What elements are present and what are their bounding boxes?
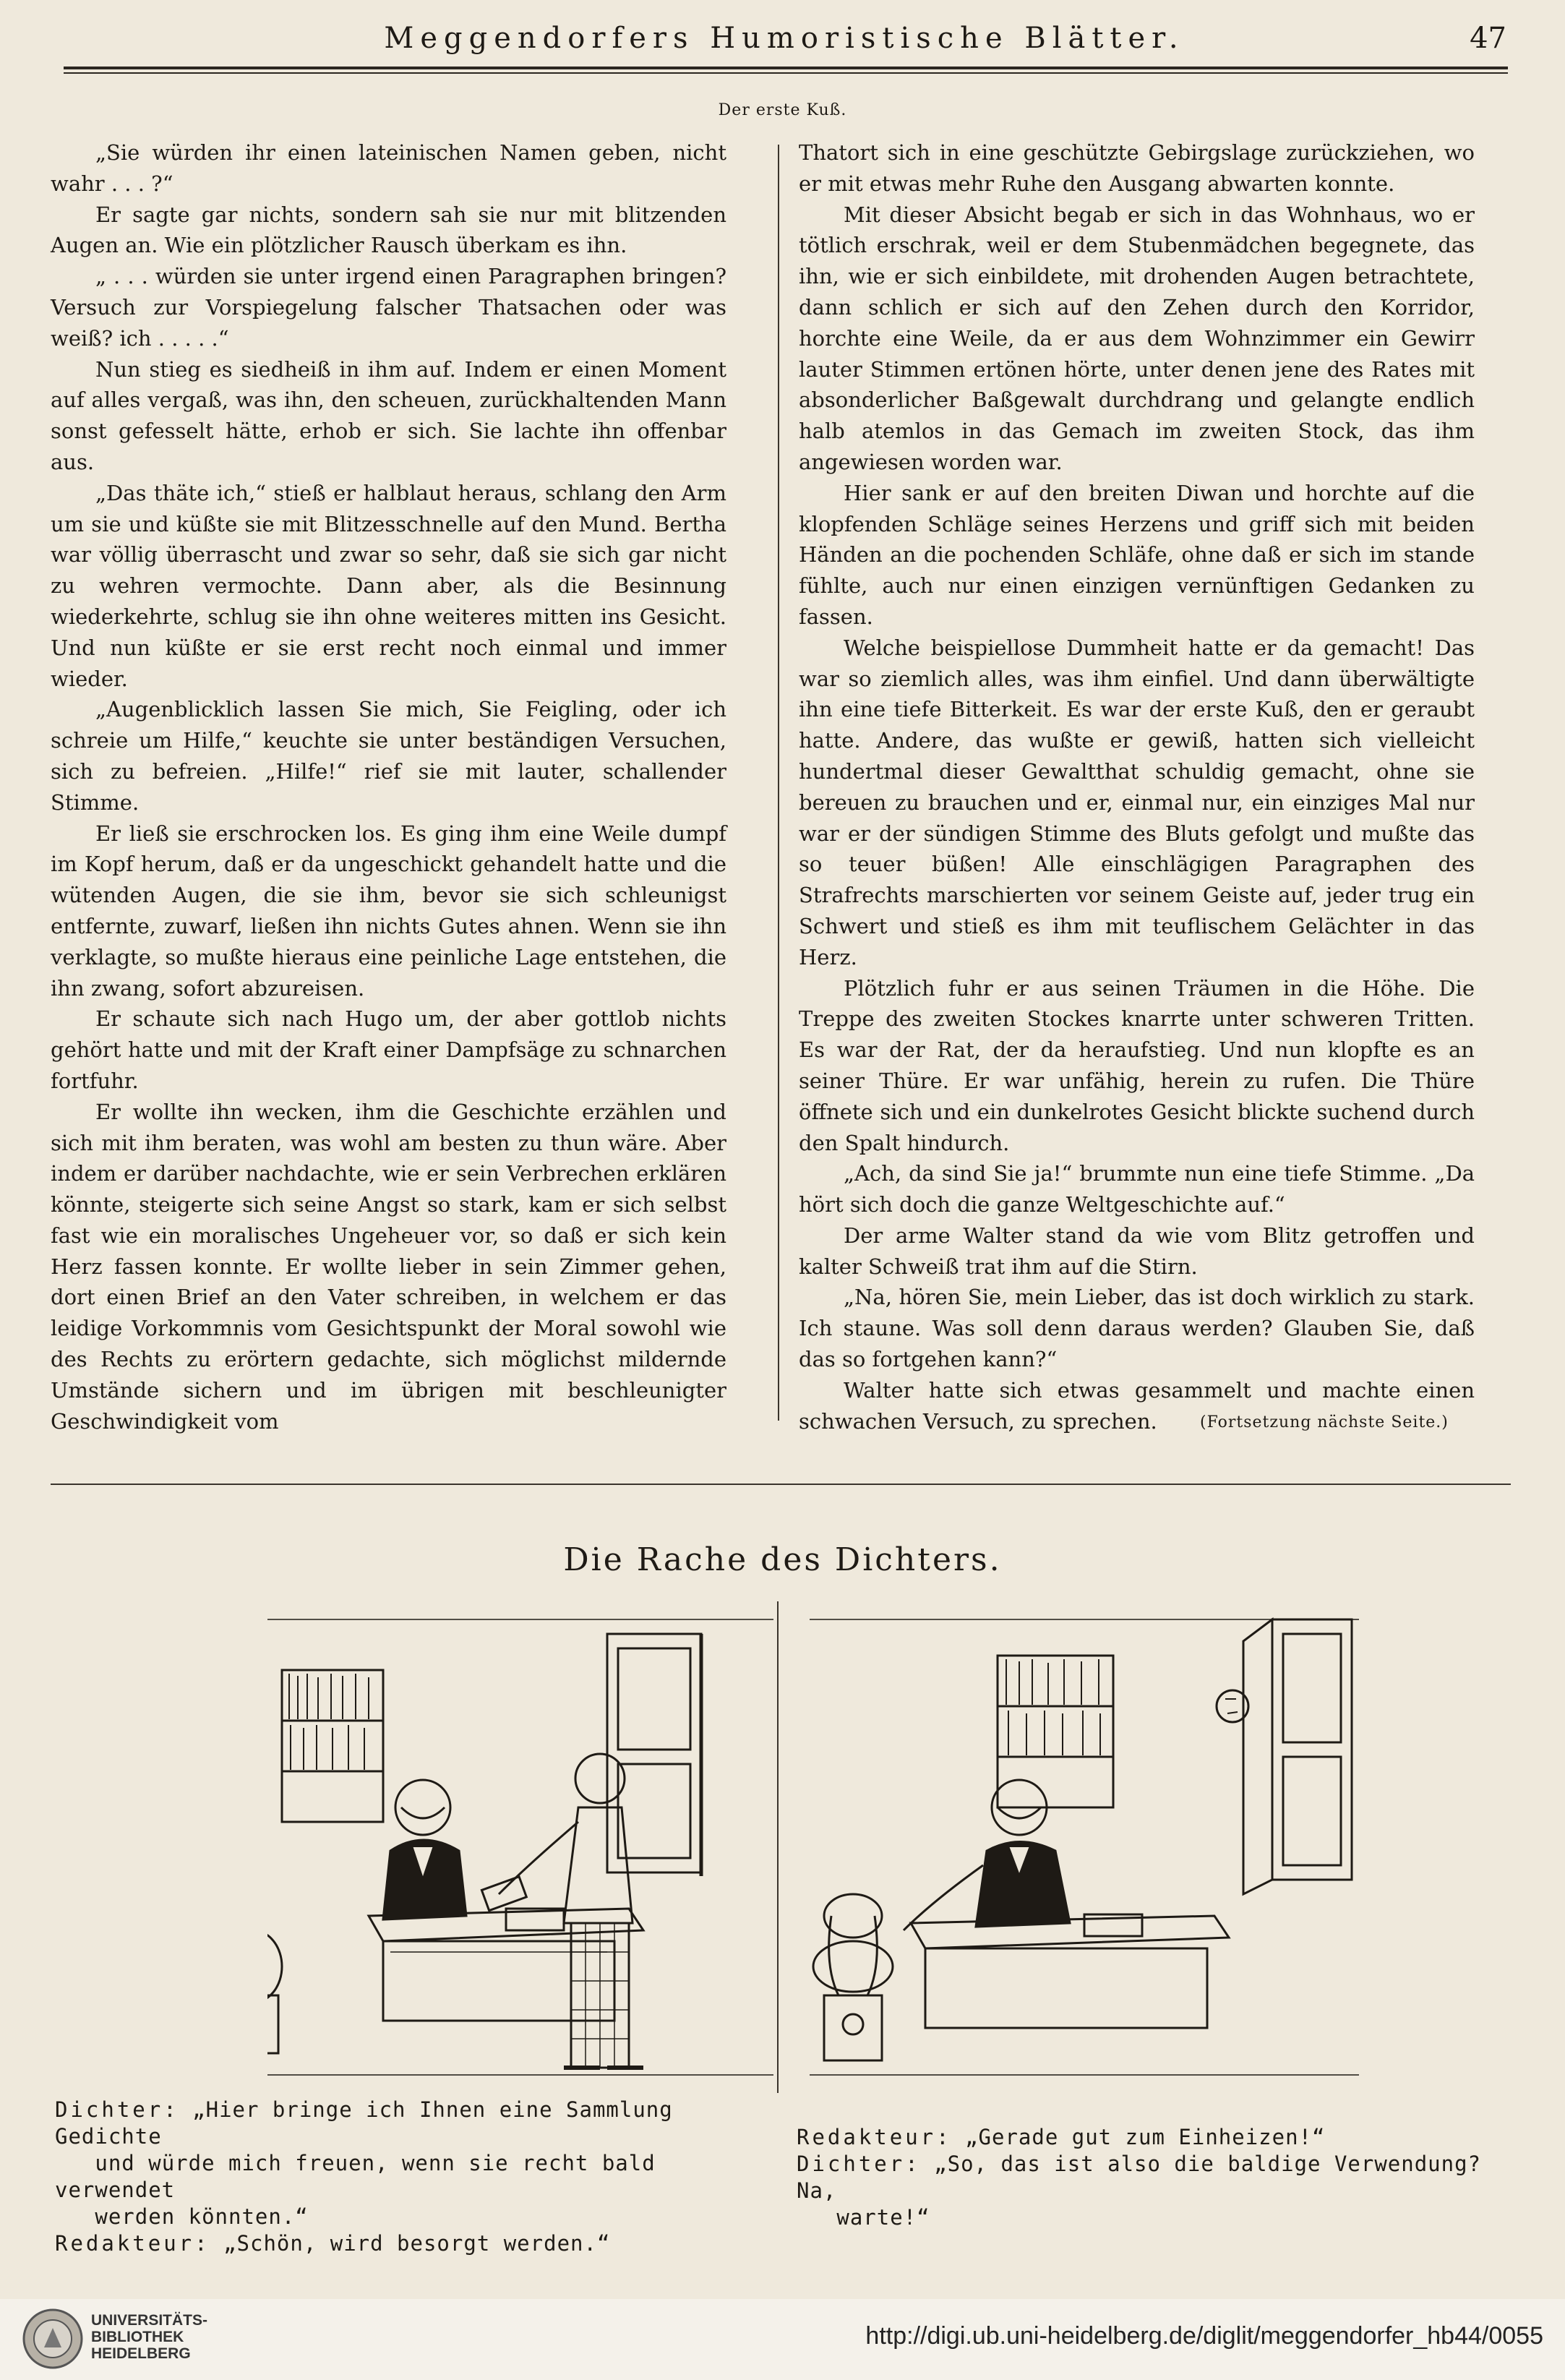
- speaker-label: Redakteur:: [797, 2125, 952, 2149]
- story-paragraph: Thatort sich in eine geschützte Gebirgslage zurückziehen, wo er mit etwas mehr Ruhe den Ausgang abwarten konnte.: [799, 140, 1475, 196]
- story-column-left: [51, 137, 726, 1437]
- speech-text: „Schön, wird besorgt werden.“: [223, 2231, 611, 2256]
- magazine-title: Meggendorfers Humoristische Blätter.: [384, 22, 1185, 55]
- speaker-label: Dichter:: [797, 2152, 921, 2176]
- section-divider: [51, 1484, 1511, 1485]
- story-column-right: [799, 137, 1475, 1437]
- speaker-label: Dichter:: [55, 2097, 179, 2122]
- masthead: [58, 19, 1511, 62]
- header-rule-thin: [64, 72, 1508, 74]
- story-paragraph: „Sie würden ihr einen lateinischen Namen geben, nicht wahr . . . ?“: [51, 140, 726, 196]
- page-number: 47: [1470, 22, 1506, 55]
- story-paragraph: Er ließ sie erschrocken los. Es ging ihm eine Weile dumpf im Kopf herum, daß er da ungeschickt gehandelt hatte und die wütenden Augen, die sie ihm, bevor sie sich schleunigst entfernte, zuwarf, ließen ihn nichts Gutes ahnen. Wenn sie ihn verklagte, so mußte hieraus eine peinliche Lage entstehen, die ihn zwang, sofort abzureisen.: [51, 821, 726, 1001]
- story-paragraph: „Ach, da sind Sie ja!“ brummte nun eine tiefe Stimme. „Da hört sich doch die ganze Weltgeschichte auf.“: [799, 1161, 1475, 1217]
- story-paragraph: Nun stieg es siedheiß in ihm auf. Indem er einen Moment auf alles vergaß, was ihn, den scheuen, zurückhaltenden Mann sonst gefesselt hätte, erhob er sich. Sie lachte ihn offenbar aus.: [51, 356, 726, 474]
- panel-divider: [777, 1601, 779, 2093]
- story-paragraph: „Augenblicklich lassen Sie mich, Sie Feigling, oder ich schreie um Hilfe,“ keuchte sie unter beständigen Versuchen, sich zu befreien. „Hilfe!“ rief sie mit lauter, schallender Stimme.: [51, 697, 726, 815]
- library-name-line: BIBLIOTHEK: [91, 2329, 184, 2345]
- story-paragraph: Plötzlich fuhr er aus seinen Träumen in die Höhe. Die Treppe des zweiten Stockes knarrte unter schweren Tritten. Es war der Rat, der da heraufstieg. Und nun klopfte es an seiner Thüre. Er war unfähig, herein zu rufen. Die Thüre öffnete sich und ein dunkelrotes Gesicht blickte suchend durch den Spalt hindurch.: [799, 975, 1475, 1155]
- speech-text: „Gerade gut zum Einheizen!“: [965, 2125, 1326, 2149]
- story-paragraph: „ . . . würden sie unter irgend einen Paragraphen bringen? Versuch zur Vorspiegelung falscher Thatsachen oder was weiß? ich . . . . .“: [51, 264, 726, 351]
- header-rule: [64, 67, 1508, 69]
- library-name-line: UNIVERSITÄTS-: [91, 2312, 208, 2329]
- story-paragraph: „Das thäte ich,“ stieß er halblaut heraus, schlang den Arm um sie und küßte sie mit Blitzesschnelle auf den Mund. Bertha war völlig überrascht und zwar so sehr, daß sie sich gar nicht zu wehren vermochte. Dann aber, als die Besinnung wiederkehrte, schlug sie ihn ohne weiteres mitten ins Gesicht. Und nun küßte er sie erst recht noch einmal und immer wieder.: [51, 480, 726, 691]
- story-paragraph: Er schaute sich nach Hugo um, der aber gottlob nichts gehört hatte und mit der Kraft einer Dampfsäge zu schnarchen fortfuhr.: [51, 1006, 726, 1093]
- continuation-note: (Fortsetzung nächste Seite.): [1200, 1413, 1449, 1431]
- story-paragraph: Hier sank er auf den breiten Diwan und horchte auf die klopfenden Schläge seines Herzens und griff sich mit beiden Händen an die pochenden Schläfe, ohne daß er sich im stande fühlte, auch nur einen einzigen vernünftigen Gedanken zu fassen.: [799, 480, 1475, 629]
- story-paragraph: Mit dieser Absicht begab er sich in das Wohnhaus, wo er tötlich erschrak, weil er dem Stubenmädchen begegnete, das ihn, wie er sich einbildete, mit drohenden Augen betrachtete, dann schlich er sich auf den Zehen durch den Korridor, horchte eine Weile, da er aus dem Wohnzimmer ein Gewirr lauter Stimmen ertönen hörte, unter denen jene des Rates mit absonderlicher Baßgewalt durchdrang und gelangte endlich halb atemlos in das Gemach im zweiten Stock, das ihm angewiesen worden war.: [799, 202, 1475, 474]
- speech-text: „So, das ist also die baldige Verwendung? Na, warte!“: [797, 2152, 1481, 2230]
- comic-panel-2: [810, 1591, 1359, 2097]
- illustration-editor-burns-poems: [810, 1591, 1359, 2097]
- comic-caption-left: [55, 2097, 771, 2257]
- library-name: [91, 2312, 207, 2362]
- caption-line: [55, 2097, 771, 2230]
- caption-line: [797, 2151, 1512, 2231]
- story-paragraph: Der arme Walter stand da wie vom Blitz getroffen und kalter Schweiß trat ihm auf die Stirn.: [799, 1223, 1475, 1279]
- story-paragraph: Walter hatte sich etwas gesammelt und machte einen schwachen Versuch, zu sprechen.: [799, 1377, 1475, 1434]
- story-title: Der erste Kuß.: [718, 101, 847, 119]
- caption-line: [797, 2124, 1512, 2151]
- column-divider: [778, 145, 779, 1421]
- story-paragraph: „Na, hören Sie, mein Lieber, das ist doch wirklich zu stark. Ich staune. Was soll denn daraus werden? Glauben Sie, daß das so fortgehen kann?“: [799, 1285, 1475, 1372]
- speech-text: „Hier bringe ich Ihnen eine Sammlung Gedichte und würde mich freuen, wenn sie recht bald verwendet werden könnten.“: [55, 2097, 673, 2229]
- comic-title: Die Rache des Dichters.: [563, 1541, 1002, 1578]
- story-paragraph: Er sagte gar nichts, sondern sah sie nur mit blitzenden Augen an. Wie ein plötzlicher Rausch überkam es ihn.: [51, 202, 726, 258]
- speaker-label: Redakteur:: [55, 2231, 210, 2256]
- source-url-link[interactable]: http://digi.ub.uni-heidelberg.de/diglit/meggendorfer_hb44/0055: [865, 2322, 1543, 2350]
- story-paragraph: Er wollte ihn wecken, ihm die Geschichte erzählen und sich mit ihm beraten, was wohl am besten zu thun wäre. Aber indem er darüber nachdachte, wie er sein Verbrechen erklären könnte, steigerte sich seine Angst so stark, kam er sich selbst fast wie ein moralisches Ungeheuer vor, so daß er sich kein Herz fassen konnte. Er wollte lieber in sein Zimmer gehen, dort einen Brief an den Vater schreiben, in welchem er das leidige Vorkommnis vom Gesichtspunkt der Moral sowohl wie des Rechts zu erörtern gedachte, sich möglichst mildernde Umstände sichern und im übrigen mit beschleunigter Geschwindigkeit vom: [51, 1099, 726, 1434]
- caption-line: [55, 2230, 771, 2257]
- comic-panel-1: [267, 1591, 773, 2097]
- story-paragraph: Welche beispiellose Dummheit hatte er da gemacht! Das war so ziemlich alles, was ihm einfiel. Und dann überwältigte ihn eine tiefe Bitterkeit. Es war der erste Kuß, den er geraubt hatte. Andere, das wußte er gewiß, hatten sich vielleicht hundertmal dieser Gewaltthat schuldig gemacht, ohne sie bereuen zu brauchen und er, einmal nur, ein einziges Mal nur war er der sündigen Stimme des Bluts gefolgt und mußte das so teuer büßen! Alle einschlägigen Paragraphen des Strafrechts marschierten vor seinem Geiste auf, jeder trug ein Schwert und stieß es ihm mit teuflischem Gelächter in das Herz.: [799, 635, 1475, 969]
- illustration-poet-hands-manuscript: [267, 1591, 773, 2097]
- university-seal-icon: [22, 2308, 84, 2370]
- comic-caption-right: [797, 2124, 1512, 2231]
- library-name-line: HEIDELBERG: [91, 2345, 191, 2362]
